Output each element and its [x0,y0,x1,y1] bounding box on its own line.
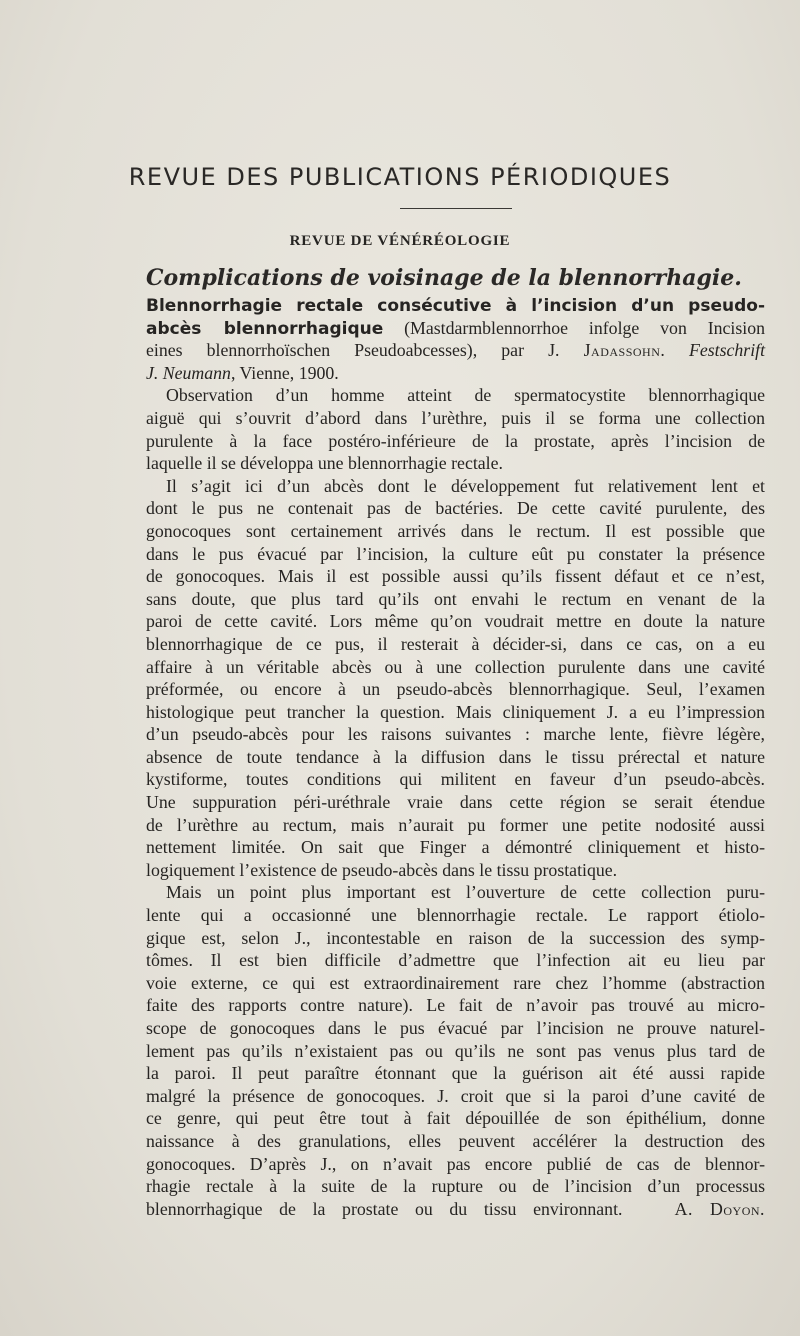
text-line [146,791,765,814]
text-line [146,949,765,972]
text-line [146,520,765,543]
text-line [146,475,765,498]
text-line [146,768,765,791]
t-span: absence de toute tendance à la diffusion dans le tissu prérectal et nature [146,746,765,767]
text-line [146,656,765,679]
text-line [146,1085,765,1108]
header-rule [400,208,512,209]
t-span: affaire à un véritable abcès ou à une collection purulente dans une cavité [146,656,765,677]
text-line [146,814,765,837]
text-line [146,1153,765,1176]
t-span: malgré la présence de gonocoques. J. croit que si la paroi d’une cavité de [146,1085,765,1106]
text-line [146,1017,765,1040]
t2-span: , Vienne, 1900. [230,362,339,383]
sc-span: Jadassohn [583,340,661,361]
t-span: histologique peut trancher la question. Mais cliniquement J. a eu l’impression [146,701,765,722]
t-span: sans doute, que plus tard qu’ils ont envahi le rectum en venant de la [146,588,765,609]
t-span: dont le pus ne contenait pas de bactéries. De cette cavité purulente, des [146,498,765,519]
t-span: de l’urèthre au rectum, mais n’aurait pu former une petite nodosité aussi [146,814,765,835]
text-line [146,723,765,746]
t-span: nettement limitée. On sait que Finger a démontré cliniquement et histo- [146,837,765,858]
t-span: Observation d’un homme atteint de spermatocystite blennorrhagique [166,385,765,406]
t-span: rhagie rectale à la suite de la rupture ou de l’incision d’un processus [146,1176,765,1197]
b-span: abcès blennorrhagique [146,318,384,339]
b-span: Blennorrhagie rectale consécutive à l’incision d’un pseudo- [146,296,765,316]
t-span: Mais un point plus important est l’ouverture de cette collection puru- [166,882,765,903]
t-span: dans le pus évacué par l’incision, la culture eût pu constater la présence [146,543,765,564]
text-line [146,497,765,520]
text-line [146,452,765,475]
t-span: Une suppuration péri-uréthrale vraie dans cette région se serait étendue [146,792,765,813]
text-line [146,339,765,362]
article-body [146,294,765,1220]
t-span: d’un pseudo-abcès pour les raisons suivantes : marche lente, fièvre légère, [146,724,765,745]
text-line [146,543,765,566]
t-span: gique est, selon J., incontestable en raison de la succession des symp- [146,927,765,948]
text-line [146,836,765,859]
t-span: naissance à des granulations, elles peuvent accélérer la destruction des [146,1130,765,1151]
t-span: scope de gonocoques dans le pus évacué par l’incision ne prouve naturel- [146,1018,765,1038]
t-span: aiguë qui s’ouvrit d’abord dans l’urèthre, puis il se forma une collection [146,407,765,428]
text-line [146,881,765,904]
text-line [146,430,765,453]
text-line [146,565,765,588]
text-line [146,1175,765,1198]
t-span: blennorrhagique de la prostate ou du tissu environnant. [146,1198,623,1219]
t-span: (Mastdarmblennorrhoe infolge von Incision [383,317,765,338]
text-line [146,588,765,611]
t-span: préformée, ou encore à un pseudo-abcès blennorrhagique. Seul, l’examen [146,679,765,700]
text-line [146,317,765,340]
t-span: eines blennorrhoïschen Pseudoabcesses), par J. [146,340,584,361]
t-span: lente qui a occasionné une blennorrhagie rectale. Le rapport étiolo- [146,905,765,926]
t-span: logiquement l’existence de pseudo-abcès dans le tissu prostatique. [146,859,618,880]
text-line [146,294,765,317]
text-line [146,1107,765,1130]
t-span: lement pas qu’ils n’existaient pas ou qu’ils ne sont pas venus plus tard de [146,1040,765,1061]
chapter-subtitle: Complications de voisinage de la blennorrhagie. [146,265,742,291]
page-header: REVUE DES PUBLICATIONS PÉRIODIQUES [128,163,672,191]
t3-span: . [660,340,689,361]
t-span: la paroi. Il peut paraître étonnant que la guérison ait été aussi rapide [146,1063,765,1084]
signature: A. Doyon. [658,1198,765,1219]
i-span: Festschrift [688,340,766,361]
t-span: voie externe, ce qui est extraordinairement rare chez l’homme (abstraction [146,972,765,993]
text-line [146,678,765,701]
text-line [146,927,765,950]
text-line [146,904,765,927]
text-line [146,384,765,407]
t-span: blennorrhagique de ce pus, il resterait à décider-si, dans ce cas, on a eu [146,633,765,654]
t-span: laquelle il se développa une blennorrhagie rectale. [146,453,503,474]
t-span: gonocoques. D’après J., on n’avait pas encore publié de cas de blennor- [146,1153,765,1174]
text-line [146,1040,765,1063]
text-line [146,610,765,633]
text-line [146,972,765,995]
text-line [146,1198,765,1221]
text-line [146,701,765,724]
text-line [146,407,765,430]
text-line [146,859,765,882]
t-span: tômes. Il est bien difficile d’admettre que l’infection ait eu lieu par [146,950,765,971]
t-span: de gonocoques. Mais il est possible aussi qu’ils fissent défaut et ce n’est, [146,566,765,587]
i-span: J. Neumann [146,362,231,383]
t-span: purulente à la face postéro-inférieure de la prostate, après l’incision de [146,430,765,451]
t-span: ce genre, qui peut être tout à fait dépouillée de son épithélium, donne [146,1108,765,1129]
text-line [146,746,765,769]
text-line [146,1062,765,1085]
t-span: kystiforme, toutes conditions qui militent en faveur d’un pseudo-abcès. [146,769,765,790]
text-line [146,1130,765,1153]
text-line [146,362,765,385]
text-line [146,994,765,1017]
t-span: paroi de cette cavité. Lors même qu’on voudrait mettre en doute la nature [146,611,765,632]
t-span: faite des rapports contre nature). Le fait de n’avoir pas trouvé au micro- [146,995,765,1016]
t-span: Il s’agit ici d’un abcès dont le développement fut relativement lent et [166,475,765,496]
text-line [146,633,765,656]
t-span: gonocoques sont certainement arrivés dans le rectum. Il est possible que [146,520,765,541]
section-title: REVUE DE VÉNÉRÉOLOGIE [289,233,511,249]
